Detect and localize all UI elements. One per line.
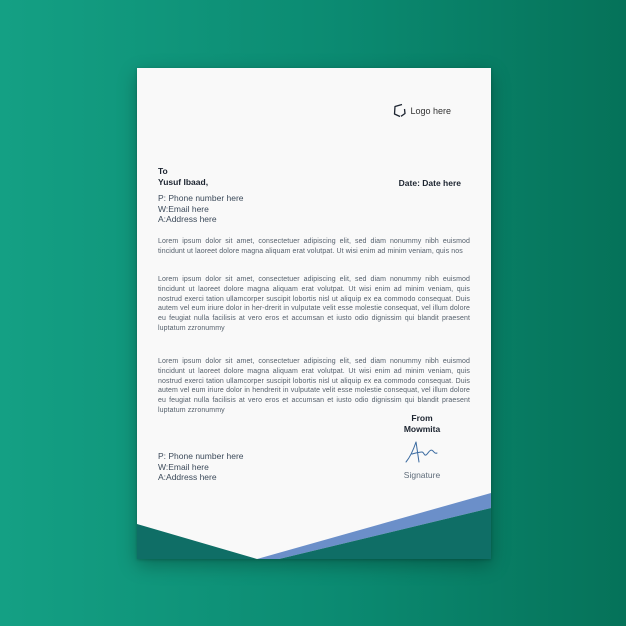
contact-block-top — [158, 193, 244, 225]
sender-name: Mowmita — [403, 424, 441, 434]
contact-block-bottom — [158, 451, 244, 483]
sender-block — [392, 413, 452, 435]
body-paragraph-3: Lorem ipsum dolor sit amet, consectetuer adipiscing elit, sed diam nonummy nibh euismod tincidunt ut laoreet dolore magna aliquam erat volutpat. Ut wisi enim ad minim veniam, quis nostrud exerci tation ullamcorper suscipit lobortis nisl ut aliquip ex ea commodo consequat. Duis autem vel eum iriure dolor in hendrerit in vulputate velit esse molestie consequat, vel illum dolore eu feugiat nulla facilisis at vero eros et accumsan et iusto odio dignissim qui blandit praesent luptatum zzronummy — [158, 358, 470, 414]
body-paragraph-2: Lorem ipsum dolor sit amet, consectetuer adipiscing elit, sed diam nonummy nibh euismod tincidunt ut laoreet dolore magna aliquam erat volutpat. Ut wisi enim ad minim veniam, quis nostrud exerci tation ullamcorper suscipit lobortis nisl ut aliquip ex ea commodo consequat. Duis autem vel eum iriure dolor in her-drerit in vulputate velit esse molestie consequat, vel illum dolore eu feugiat nulla facilisis at vero eros et accumsan et iusto odio dignissim qui blandit praesent luptatum zzronummy — [158, 276, 470, 332]
date-line: Date: Date here — [398, 178, 461, 188]
footer-teal-left — [137, 524, 257, 559]
address-line: A:Address here — [158, 472, 217, 482]
letterhead-page — [137, 68, 491, 559]
from-label: From — [411, 413, 433, 423]
recipient-name: Yusuf Ibaad, — [158, 177, 209, 187]
email-line: W:Email here — [158, 203, 209, 214]
signature-scribble — [403, 438, 439, 466]
phone-line: P: Phone number here — [158, 451, 244, 461]
email-line: W:Email here — [158, 461, 209, 472]
signature-caption: Signature — [403, 470, 441, 480]
body-paragraph-1: Lorem ipsum dolor sit amet, consectetuer adipiscing elit, sed diam nonummy nibh euismod tincidunt ut laoreet dolore magna aliquam erat volutpat. Ut wisi enim ad minim veniam, quis nos — [158, 238, 470, 255]
recipient-block — [158, 166, 208, 188]
address-line: A:Address here — [158, 214, 217, 224]
to-label: To — [158, 166, 168, 176]
footer-decoration — [137, 479, 491, 559]
hexagon-logo-icon — [393, 103, 406, 118]
phone-line: P: Phone number here — [158, 193, 244, 203]
logo-text: Logo here — [410, 105, 451, 116]
logo — [393, 103, 451, 118]
